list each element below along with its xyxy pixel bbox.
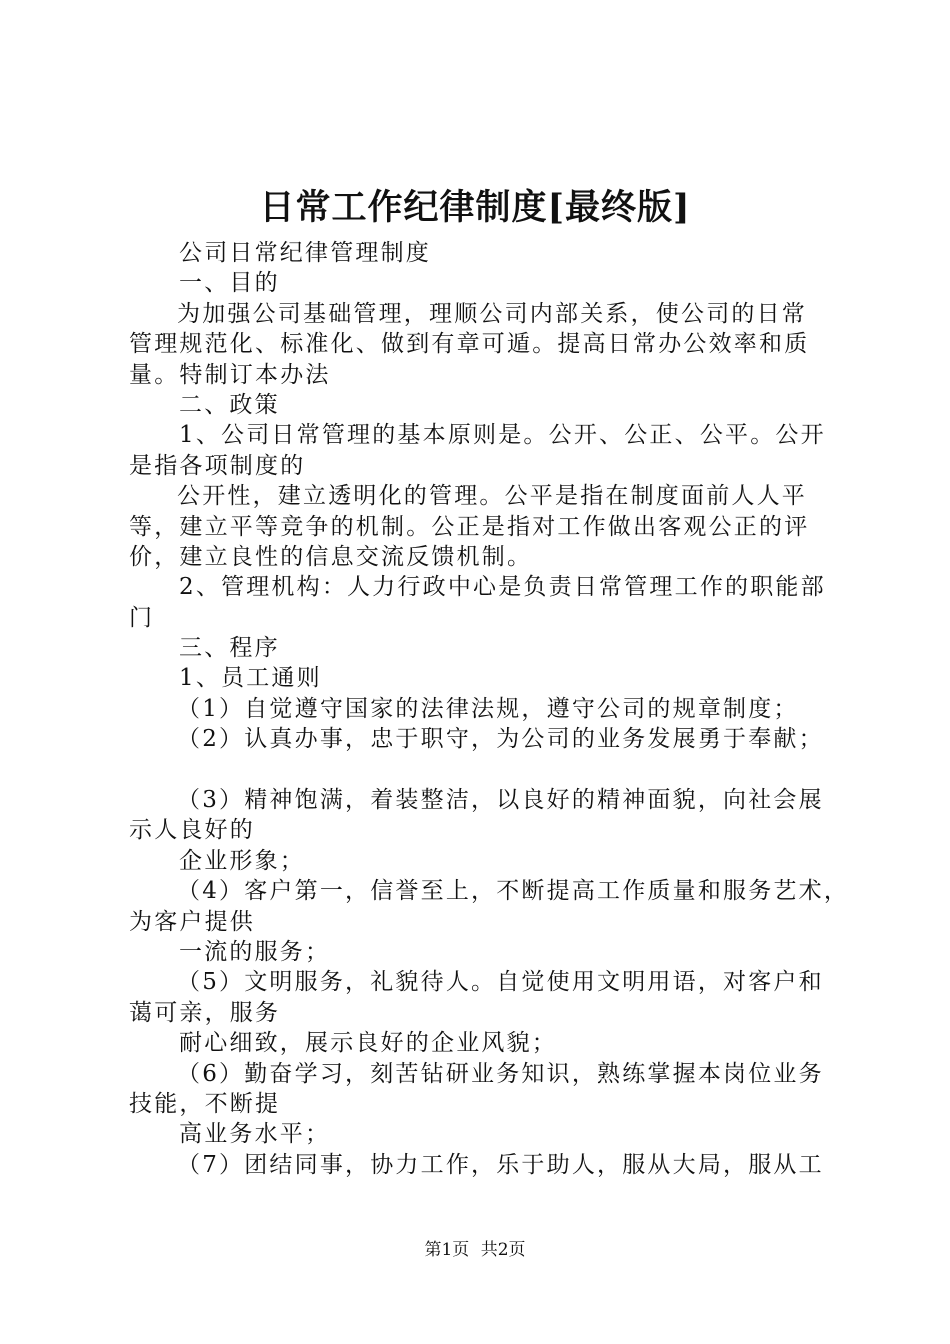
paragraph-line: 门 (129, 604, 155, 631)
paragraph-line: 管理规范化、标准化、做到有章可遁。提高日常办公效率和质 (129, 331, 810, 358)
subsection-heading: 1、员工通则 (179, 665, 322, 692)
paragraph-line: 1、公司日常管理的基本原则是。公开、公正、公平。公开 (179, 422, 826, 449)
paragraph-line: 量。特制订本办法 (129, 361, 331, 388)
list-item-continuation: 蔼可亲，服务 (129, 999, 281, 1026)
paragraph-line: 价，建立良性的信息交流反馈机制。 (129, 543, 533, 570)
list-item: （2）认真办事，忠于职守，为公司的业务发展勇于奉献； (177, 726, 824, 753)
list-item-continuation: 技能，不断提 (129, 1090, 281, 1117)
document-body (129, 238, 850, 1180)
list-item-continuation: 为客户提供 (129, 908, 255, 935)
list-item-continuation: 企业形象； (179, 847, 305, 874)
section-heading: 三、程序 (179, 635, 280, 662)
document-title: 日常工作纪律制度[最终版] (259, 187, 691, 228)
section-heading: 二、政策 (179, 391, 280, 418)
page-footer (0, 1238, 950, 1262)
paragraph-line: 公司日常纪律管理制度 (179, 240, 431, 266)
blank-line (129, 755, 834, 785)
list-item: （6）勤奋学习，刻苦钻研业务知识，熟练掌握本岗位业务 (177, 1060, 824, 1087)
list-item: （1）自觉遵守国家的法律法规，遵守公司的规章制度； (177, 695, 799, 722)
list-item-continuation: 耐心细致，展示良好的企业风貌； (179, 1030, 557, 1057)
list-item: （7）团结同事，协力工作，乐于助人，服从大局，服从工 (177, 1151, 824, 1178)
paragraph-line: 是指各项制度的 (129, 452, 306, 479)
list-item: （5）文明服务，礼貌待人。自觉使用文明用语，对客户和 (177, 969, 824, 996)
list-item-continuation: 一流的服务； (179, 938, 331, 965)
page-total: 共2页 (480, 1240, 526, 1260)
paragraph-line: 2、管理机构：人力行政中心是负责日常管理工作的职能部 (179, 574, 826, 601)
list-item-continuation: 高业务水平； (179, 1121, 331, 1148)
page-number: 第1页 (424, 1240, 470, 1260)
paragraph-line: 等，建立平等竞争的机制。公正是指对工作做出客观公正的评 (129, 513, 810, 540)
section-heading: 一、目的 (179, 270, 280, 297)
paragraph-line: 公开性，建立透明化的管理。公平是指在制度面前人人平 (177, 483, 807, 510)
list-item-continuation: 示人良好的 (129, 817, 255, 844)
list-item: （4）客户第一，信誉至上，不断提高工作质量和服务艺术， (177, 878, 850, 905)
paragraph-line: 为加强公司基础管理，理顺公司内部关系，使公司的日常 (177, 300, 807, 327)
list-item: （3）精神饱满，着装整洁，以良好的精神面貌，向社会展 (177, 787, 824, 814)
